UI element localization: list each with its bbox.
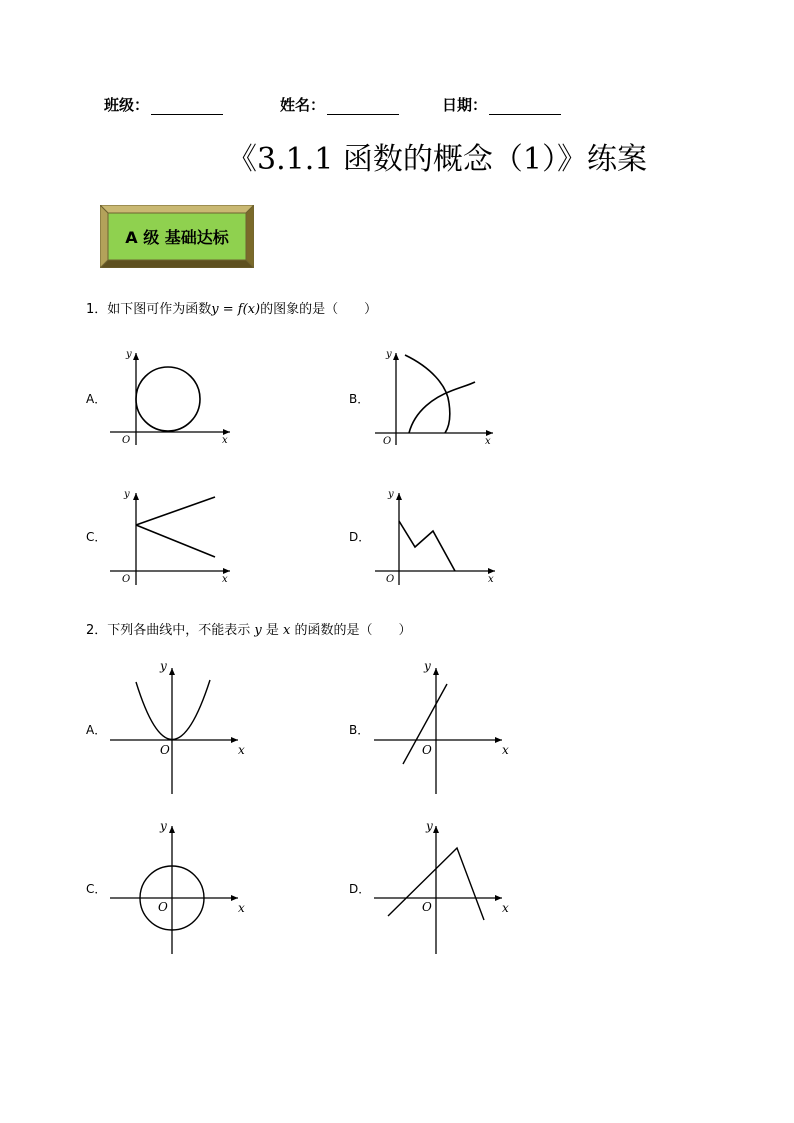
level-badge [100,205,254,268]
y-axis-arrow [133,493,139,500]
y-axis-label: y [126,349,132,360]
question-2-var-x: x [283,623,291,638]
origin-label: O [160,743,170,757]
document-title: 《3.1.1 函数的概念（1）》练案 [227,142,647,177]
question-1-number: 1． [86,302,108,317]
y-axis-label: y [160,819,167,833]
level-badge-text: A 级 基础达标 [125,228,229,247]
y-axis-label: y [426,819,433,833]
x-axis-arrow [495,895,502,901]
y-axis-label: y [160,659,167,673]
question-2-var-y: y [254,623,262,638]
question-2 [86,619,412,638]
circle-curve [136,367,200,431]
q1-option-a-label[interactable]: A． [86,392,107,406]
class-label: 班级： [104,96,150,114]
x-axis-label: x [502,743,509,757]
x-axis-arrow [231,737,238,743]
x-axis-label: x [238,901,245,915]
q1-option-b-label[interactable]: B． [349,392,370,406]
q1-option-c-graph[interactable] [110,485,235,590]
date-field[interactable] [442,94,561,115]
x-axis-label: x [502,901,509,915]
origin-label: O [158,900,168,914]
origin-label: O [122,574,131,585]
y-axis-arrow [396,493,402,500]
q2-option-d-label[interactable]: D． [349,882,371,896]
y-axis-arrow [393,353,399,360]
piecewise-polyline [399,521,455,571]
upper-ray [136,497,215,525]
question-1-text-before: 如下图可作为函数 [107,302,212,317]
x-axis-arrow [231,895,238,901]
class-blank[interactable] [151,98,223,115]
question-1 [86,298,377,317]
question-2-text-mid: 是 [261,623,284,638]
y-axis-arrow [133,353,139,360]
y-axis-arrow [433,668,439,675]
q2-option-b-graph[interactable] [372,658,517,798]
y-axis-label: y [124,489,130,500]
date-label: 日期： [442,96,488,114]
lower-ray [136,525,215,557]
x-axis-label: x [222,435,228,446]
x-axis-label: x [222,574,228,585]
q2-option-b-label[interactable]: B． [349,723,370,737]
question-2-number: 2． [86,623,108,638]
x-axis-label: x [238,743,245,757]
q2-option-c-graph[interactable] [108,818,253,958]
origin-label: O [422,900,432,914]
origin-label: O [422,743,432,757]
y-axis-arrow [169,826,175,833]
question-2-text-after: 的函数的是（ ） [290,623,412,638]
student-info-row [0,94,794,118]
y-axis-arrow [433,826,439,833]
class-field[interactable] [104,94,223,115]
origin-label: O [383,436,392,447]
increasing-curve [409,382,475,433]
x-axis-arrow [495,737,502,743]
parabola-curve [136,680,210,740]
y-axis-label: y [424,659,431,673]
q2-option-c-label[interactable]: C． [86,882,107,896]
name-field[interactable] [280,94,399,115]
y-axis-label: y [386,349,392,360]
q1-option-c-label[interactable]: C． [86,530,107,544]
name-label: 姓名： [280,96,326,114]
origin-label: O [122,435,131,446]
q2-option-d-graph[interactable] [372,818,517,958]
x-axis-label: x [488,574,494,585]
y-axis-label: y [388,489,394,500]
question-1-formula: y = f(x) [211,302,261,317]
q2-option-a-label[interactable]: A． [86,723,107,737]
q2-option-a-graph[interactable] [108,658,253,798]
q1-option-a-graph[interactable] [110,345,235,450]
name-blank[interactable] [327,98,399,115]
origin-label: O [386,574,395,585]
date-blank[interactable] [489,98,561,115]
y-axis-arrow [169,668,175,675]
question-2-text-before: 下列各曲线中，不能表示 [107,623,255,638]
x-axis-label: x [485,436,491,447]
q1-option-d-label[interactable]: D． [349,530,371,544]
q1-option-d-graph[interactable] [375,485,500,590]
question-1-text-after: 的图象的是（ ） [260,302,378,317]
q1-option-b-graph[interactable] [375,345,500,450]
